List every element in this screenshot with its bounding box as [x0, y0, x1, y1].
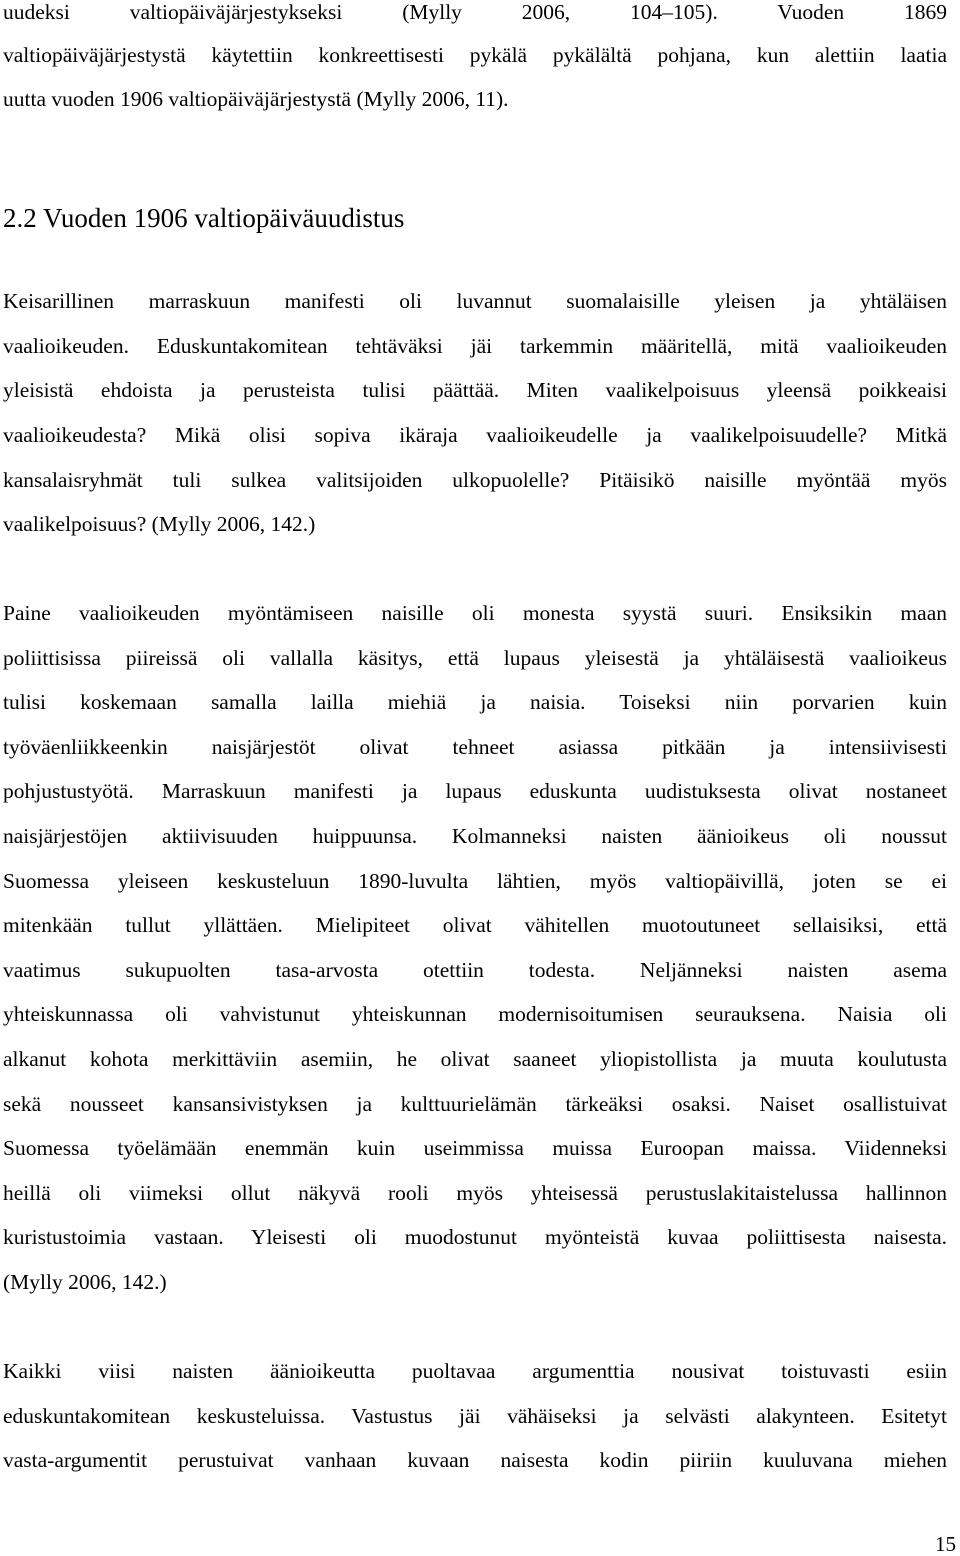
p2-line-14: heillä oli viimeksi ollut näkyvä rooli myös yhteisessä perustuslakitaistelussa hallinnon	[3, 1181, 947, 1205]
p2-line-4: työväenliikkeenkin naisjärjestöt olivat tehneet asiassa pitkään ja intensiivisesti	[3, 735, 947, 759]
p2-line-7: Suomessa yleiseen keskusteluun 1890-luvulta lähtien, myös valtiopäivillä, joten se ei	[3, 869, 947, 893]
p1-line-1: Keisarillinen marraskuun manifesti oli luvannut suomalaisille yleisen ja yhtäläisen	[3, 289, 947, 313]
intro-line-3: uutta vuoden 1906 valtiopäiväjärjestystä (Mylly 2006, 11).	[3, 87, 509, 111]
p2-line-2: poliittisissa piireissä oli vallalla käsitys, että lupaus yleisestä ja yhtäläisestä vaalioikeus	[3, 646, 947, 670]
section-heading: 2.2 Vuoden 1906 valtiopäiväuudistus	[3, 203, 405, 233]
p1-line-4: vaalioikeudesta? Mikä olisi sopiva ikäraja vaalioikeudelle ja vaalikelpoisuudelle? Mitkä	[3, 423, 947, 447]
p2-line-9: vaatimus sukupuolten tasa-arvosta otettiin todesta. Neljänneksi naisten asema	[3, 958, 947, 982]
p2-line-10: yhteiskunnassa oli vahvistunut yhteiskunnan modernisoitumisen seurauksena. Naisia oli	[3, 1002, 947, 1026]
p1-line-6: vaalikelpoisuus? (Mylly 2006, 142.)	[3, 512, 316, 536]
p2-line-16: (Mylly 2006, 142.)	[3, 1270, 167, 1294]
p1-line-5: kansalaisryhmät tuli sulkea valitsijoiden ulkopuolelle? Pitäisikö naisille myöntää myös	[3, 468, 947, 492]
p2-line-12: sekä nousseet kansansivistyksen ja kulttuurielämän tärkeäksi osaksi. Naiset osallistuivat	[3, 1092, 947, 1116]
p2-line-11: alkanut kohota merkittäviin asemiin, he olivat saaneet yliopistollista ja muuta koulutusta	[3, 1047, 947, 1071]
p2-line-15: kuristustoimia vastaan. Yleisesti oli muodostunut myönteistä kuvaa poliittisesta naisesta.	[3, 1225, 947, 1249]
p1-line-3: yleisistä ehdoista ja perusteista tulisi päättää. Miten vaalikelpoisuus yleensä poikkeaisi	[3, 378, 947, 402]
p2-line-5: pohjustustyötä. Marraskuun manifesti ja lupaus eduskunta uudistuksesta olivat nostaneet	[3, 779, 947, 803]
p3-line-2: eduskuntakomitean keskusteluissa. Vastustus jäi vähäiseksi ja selvästi alakynteen. Esitetyt	[3, 1404, 947, 1428]
p2-line-1: Paine vaalioikeuden myöntämiseen naisille oli monesta syystä suuri. Ensiksikin maan	[3, 601, 947, 625]
page-number: 15	[935, 1532, 956, 1556]
intro-line-2: valtiopäiväjärjestystä käytettiin konkreettisesti pykälä pykälältä pohjana, kun alettiin laatia	[3, 43, 947, 67]
p3-line-1: Kaikki viisi naisten äänioikeutta puoltavaa argumenttia nousivat toistuvasti esiin	[3, 1359, 947, 1383]
p2-line-8: mitenkään tullut yllättäen. Mielipiteet olivat vähitellen muotoutuneet sellaisiksi, että	[3, 913, 947, 937]
p2-line-13: Suomessa työelämään enemmän kuin useimmissa muissa Euroopan maissa. Viidenneksi	[3, 1136, 947, 1160]
intro-line-1: uudeksi valtiopäiväjärjestykseksi (Mylly 2006, 104–105). Vuoden 1869	[3, 0, 947, 24]
p2-line-3: tulisi koskemaan samalla lailla miehiä ja naisia. Toiseksi niin porvarien kuin	[3, 690, 947, 714]
p3-line-3: vasta-argumentit perustuivat vanhaan kuvaan naisesta kodin piiriin kuuluvana miehen	[3, 1448, 947, 1472]
p2-line-6: naisjärjestöjen aktiivisuuden huippuunsa. Kolmanneksi naisten äänioikeus oli noussut	[3, 824, 947, 848]
p1-line-2: vaalioikeuden. Eduskuntakomitean tehtäväksi jäi tarkemmin määritellä, mitä vaalioikeuden	[3, 334, 947, 358]
